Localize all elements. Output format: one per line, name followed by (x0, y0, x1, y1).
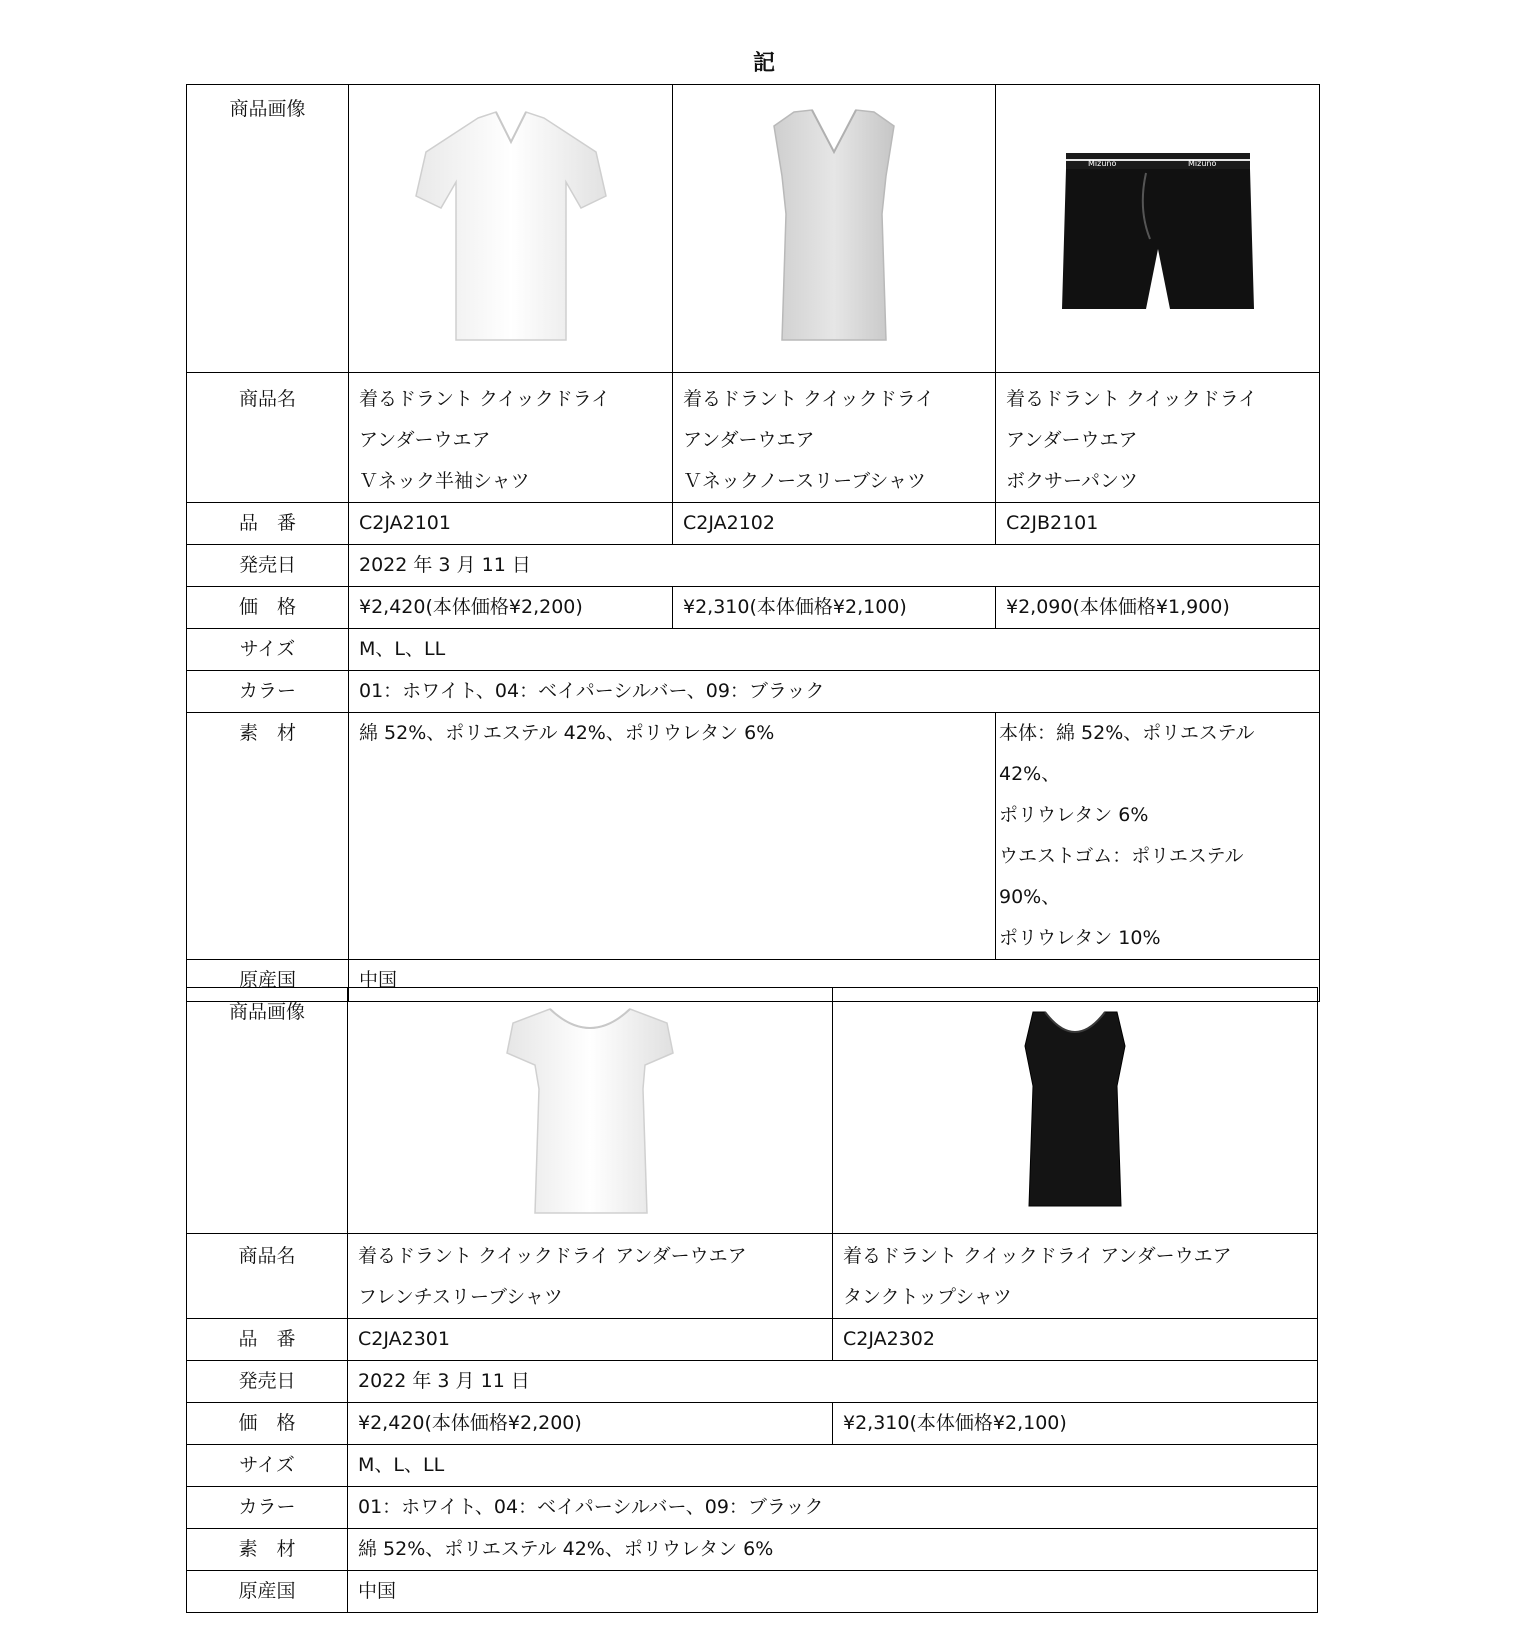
size-row (187, 629, 1320, 671)
tank-top-shirt-icon (1005, 1006, 1145, 1216)
name-row (187, 1234, 1318, 1319)
row-label-image: 商品画像 (187, 85, 349, 373)
product-name-line: 着るドラント クイックドライ (1006, 388, 1258, 410)
row-label-release: 発売日 (187, 1361, 348, 1403)
boxer-brand-logo: Mizuno (1187, 158, 1216, 168)
product-name-cell (673, 373, 996, 503)
product-price: ¥2,420(本体価格¥2,200) (348, 1403, 833, 1445)
color-list: 01：ホワイト、04：ベイパーシルバー、09：ブラック (348, 1487, 1318, 1529)
size-list: M、L、LL (348, 1445, 1318, 1487)
row-label-origin: 原産国 (187, 960, 349, 1002)
material-boxer-line: ウエストゴム：ポリエステル 90%、 (999, 845, 1244, 908)
product-name-cell (833, 1234, 1318, 1319)
row-label-size: サイズ (187, 1445, 348, 1487)
french-sleeve-shirt-icon (495, 1001, 685, 1221)
material-main: 綿 52%、ポリエステル 42%、ポリウレタン 6% (349, 713, 996, 960)
v-neck-short-sleeve-shirt-icon (406, 104, 616, 354)
row-label-name: 商品名 (187, 373, 349, 503)
origin-country: 中国 (348, 1571, 1318, 1613)
image-row (187, 85, 1320, 373)
product-name-line: 着るドラント クイックドライ アンダーウエア (843, 1245, 1232, 1267)
release-row (187, 545, 1320, 587)
material-boxer-line: 本体：綿 52%、ポリエステル 42%、 (999, 722, 1255, 785)
product-image-cell (833, 988, 1318, 1234)
row-label-origin: 原産国 (187, 1571, 348, 1613)
origin-row (187, 1571, 1318, 1613)
color-row (187, 1487, 1318, 1529)
product-name-line: アンダーウエア (1006, 429, 1138, 451)
product-name-line: フレンチスリーブシャツ (358, 1286, 563, 1308)
product-code: C2JA2302 (833, 1319, 1318, 1361)
row-label-code: 品 番 (187, 503, 349, 545)
product-image-cell (673, 85, 996, 373)
product-image-cell (348, 988, 833, 1234)
product-code: C2JB2101 (996, 503, 1320, 545)
material-boxer-line: ポリウレタン 6% (999, 804, 1149, 826)
product-name-line: Ｖネックノースリーブシャツ (683, 470, 927, 492)
product-code: C2JA2102 (673, 503, 996, 545)
price-row (187, 587, 1320, 629)
row-label-color: カラー (187, 1487, 348, 1529)
product-image-cell (349, 85, 673, 373)
product-image-cell (996, 85, 1320, 373)
row-label-price: 価 格 (187, 587, 349, 629)
product-price: ¥2,090(本体価格¥1,900) (996, 587, 1320, 629)
code-row (187, 503, 1320, 545)
product-spec-table-2 (186, 987, 1318, 1613)
boxer-pants-icon (1058, 139, 1258, 319)
product-name-cell (996, 373, 1320, 503)
product-name-line: タンクトップシャツ (843, 1286, 1012, 1308)
release-date: 2022 年 3 月 11 日 (348, 1361, 1318, 1403)
row-label-name: 商品名 (187, 1234, 348, 1319)
product-name-cell (349, 373, 673, 503)
material-row (187, 1529, 1318, 1571)
size-row (187, 1445, 1318, 1487)
row-label-material: 素 材 (187, 713, 349, 960)
row-label-price: 価 格 (187, 1403, 348, 1445)
product-price: ¥2,420(本体価格¥2,200) (349, 587, 673, 629)
name-row (187, 373, 1320, 503)
size-list: M、L、LL (349, 629, 1320, 671)
product-name-line: アンダーウエア (683, 429, 815, 451)
product-spec-table-1 (186, 84, 1320, 1002)
product-name-line: 着るドラント クイックドライ (683, 388, 935, 410)
product-price: ¥2,310(本体価格¥2,100) (673, 587, 996, 629)
product-name-line: 着るドラント クイックドライ (359, 388, 611, 410)
release-date: 2022 年 3 月 11 日 (349, 545, 1320, 587)
product-name-line: ボクサーパンツ (1006, 470, 1139, 492)
color-row (187, 671, 1320, 713)
product-name-line: 着るドラント クイックドライ アンダーウエア (358, 1245, 747, 1267)
image-row (187, 988, 1318, 1234)
material-row (187, 713, 1320, 960)
product-name-line: アンダーウエア (359, 429, 491, 451)
material-boxer (996, 713, 1320, 960)
product-name-line: Ｖネック半袖シャツ (359, 470, 530, 492)
release-row (187, 1361, 1318, 1403)
product-name-cell (348, 1234, 833, 1319)
product-code: C2JA2101 (349, 503, 673, 545)
product-price: ¥2,310(本体価格¥2,100) (833, 1403, 1318, 1445)
material-main: 綿 52%、ポリエステル 42%、ポリウレタン 6% (348, 1529, 1318, 1571)
row-label-code: 品 番 (187, 1319, 348, 1361)
row-label-material: 素 材 (187, 1529, 348, 1571)
color-list: 01：ホワイト、04：ベイパーシルバー、09：ブラック (349, 671, 1320, 713)
material-boxer-line: ポリウレタン 10% (999, 927, 1161, 949)
row-label-size: サイズ (187, 629, 349, 671)
price-row (187, 1403, 1318, 1445)
row-label-release: 発売日 (187, 545, 349, 587)
document-heading: 記 (752, 51, 775, 76)
boxer-brand-logo: Mizuno (1087, 158, 1116, 168)
v-neck-sleeveless-shirt-icon (754, 104, 914, 354)
row-label-image: 商品画像 (187, 988, 348, 1234)
code-row (187, 1319, 1318, 1361)
origin-country: 中国 (349, 960, 1320, 1002)
row-label-color: カラー (187, 671, 349, 713)
product-code: C2JA2301 (348, 1319, 833, 1361)
